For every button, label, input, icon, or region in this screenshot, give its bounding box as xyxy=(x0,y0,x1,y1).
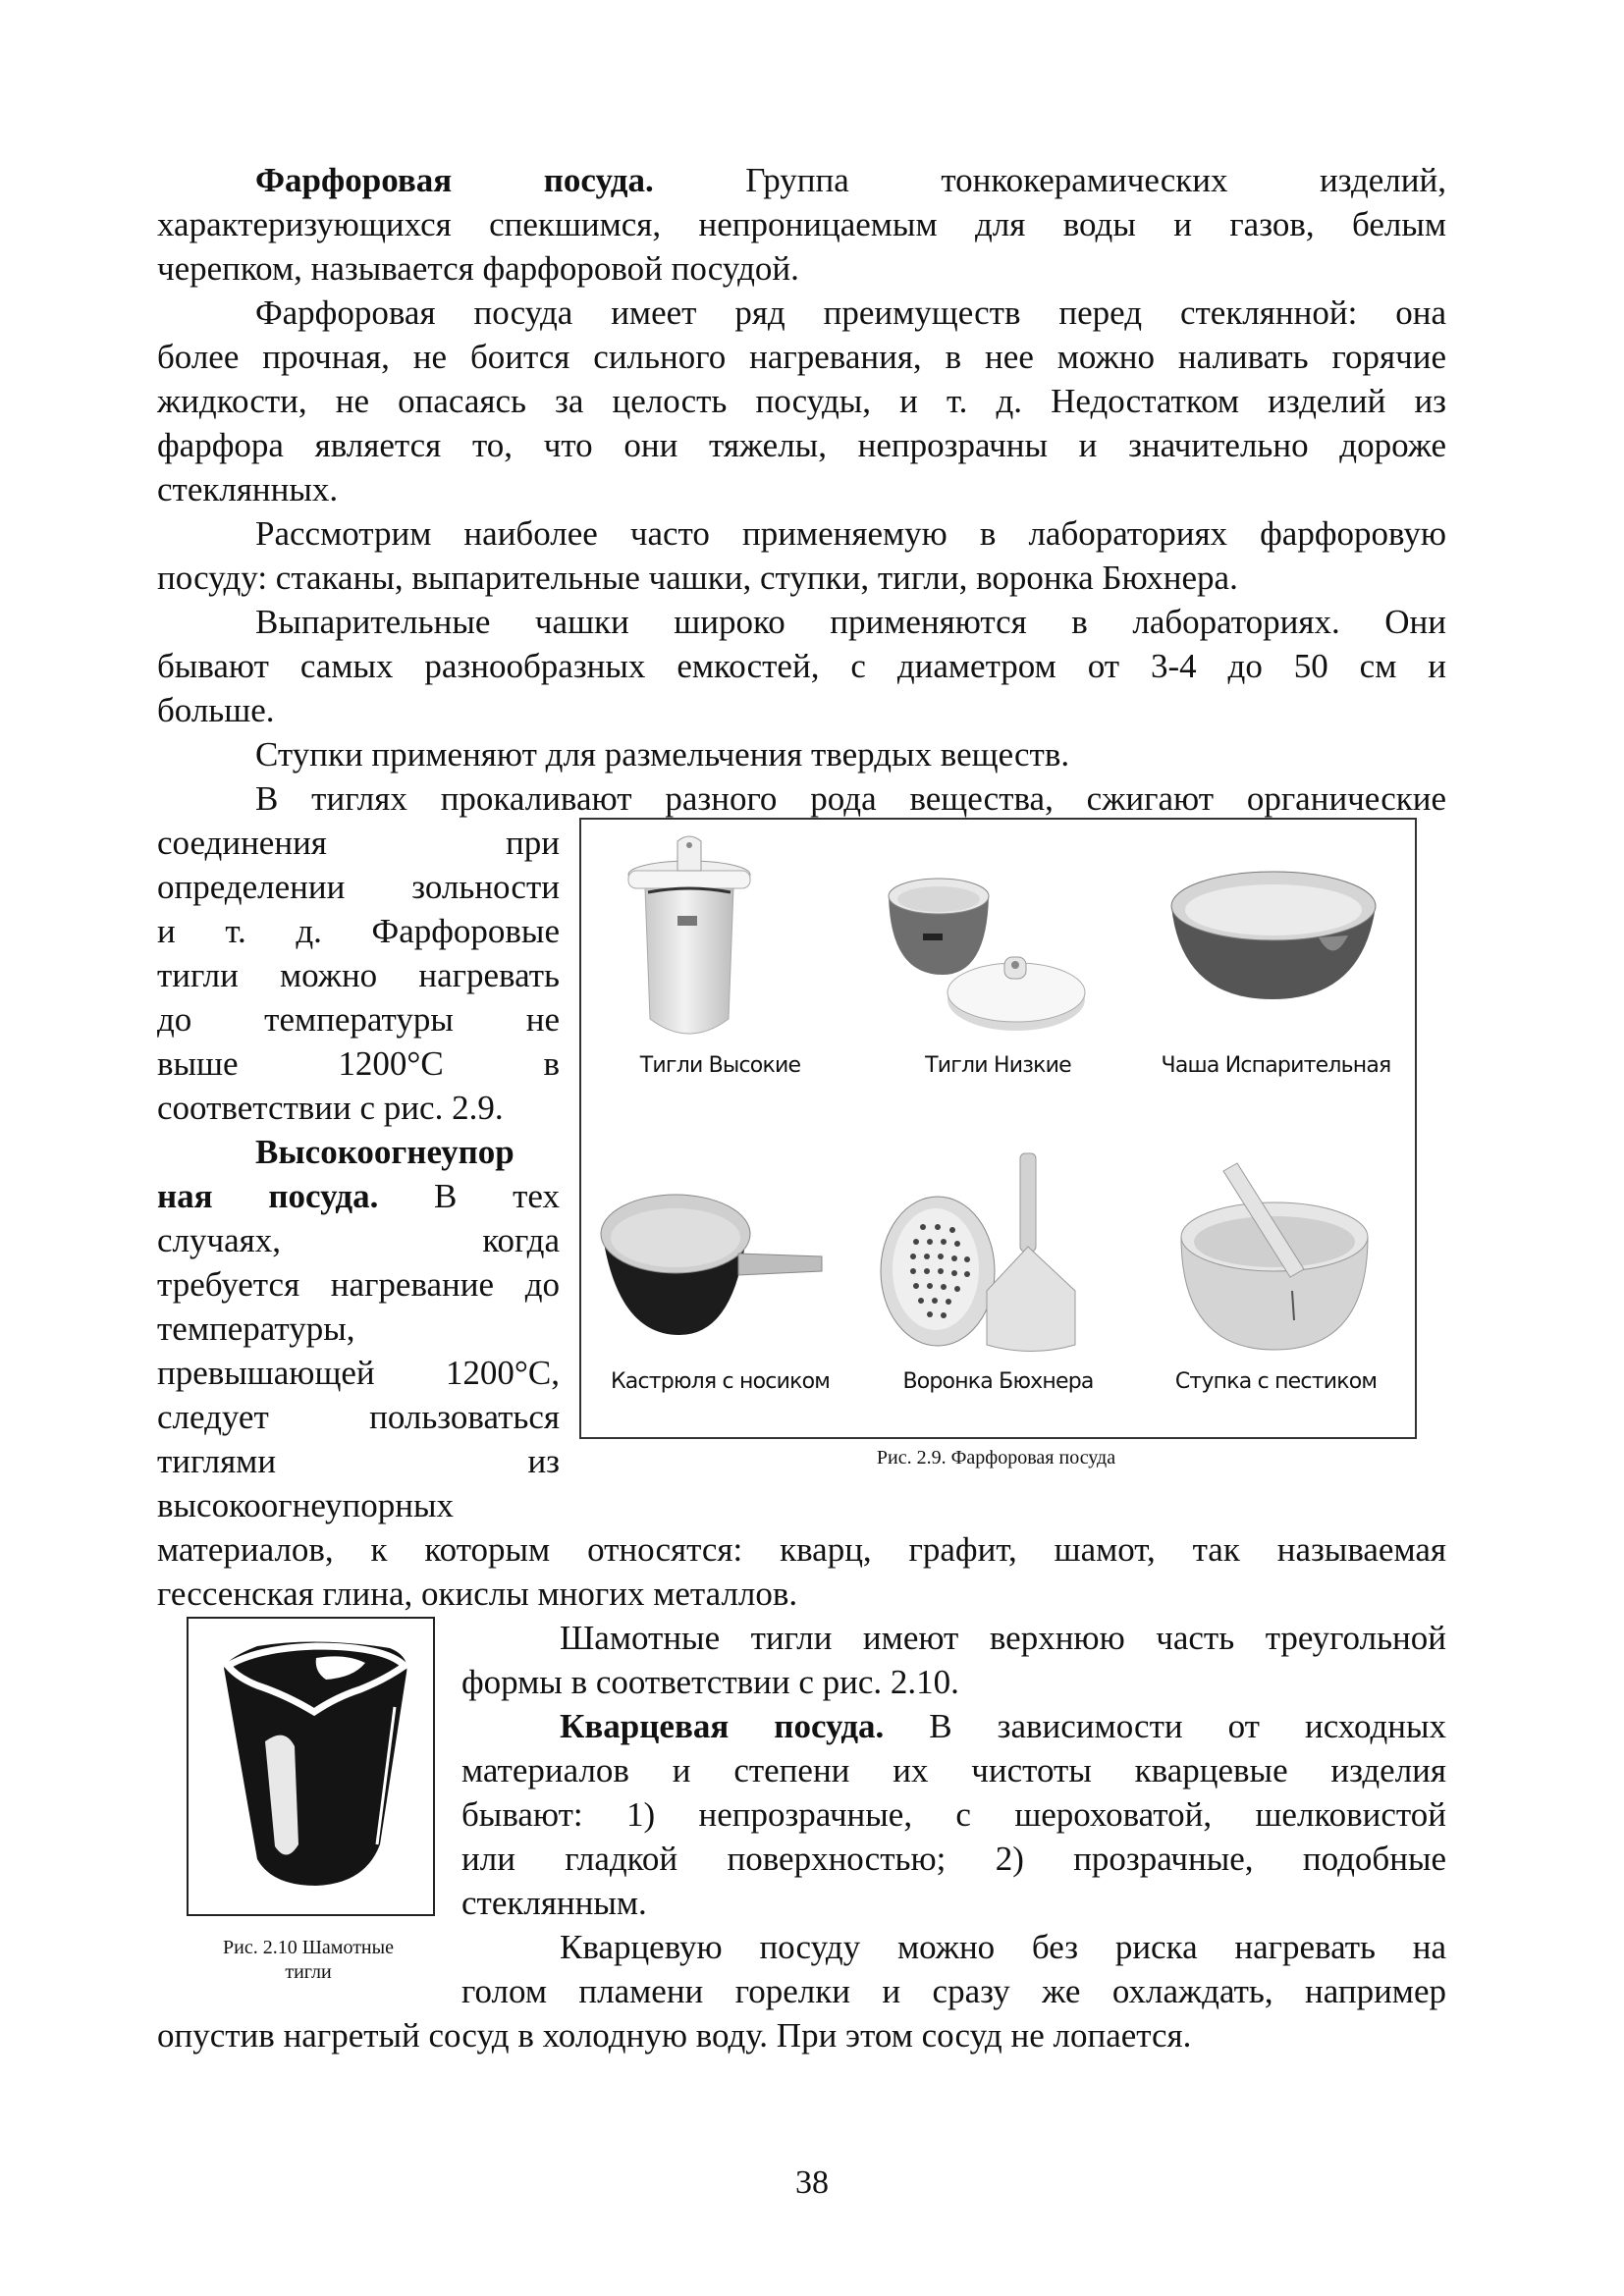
text-line: Фарфоровая посуда. Группа тонкокерамических изделий, xyxy=(255,161,1446,199)
figure-label: Воронка Бюхнера xyxy=(902,1369,1094,1394)
figure-item-casserole-with-spout xyxy=(581,1136,859,1430)
text-line: Выпарительные чашки широко применяются в лабораториях. Они xyxy=(255,603,1446,641)
text-line: гессенская глина, окислы многих металлов. xyxy=(157,1575,798,1613)
figure-item-low-crucible xyxy=(859,820,1137,1114)
text-line: Рассмотрим наиболее часто применяемую в лабораториях фарфоровую xyxy=(255,514,1446,553)
text-line: или гладкой поверхностью; 2) прозрачные, подобные xyxy=(461,1840,1446,1878)
figure-item-mortar-and-pestle xyxy=(1137,1136,1415,1430)
text-line: требуется нагревание до xyxy=(157,1265,560,1304)
text-line: ная посуда. В тех xyxy=(157,1177,560,1215)
text-line: черепком, называется фарфоровой посудой. xyxy=(157,249,799,288)
text-line: Кварцевую посуду можно без риска нагревать на xyxy=(560,1928,1446,1966)
text-line: Ступки применяют для размельчения твердых веществ. xyxy=(255,735,1070,774)
text-line: тигли можно нагревать xyxy=(157,956,560,994)
text-line: более прочная, не боится сильного нагревания, в нее можно наливать горячие xyxy=(157,338,1446,376)
text-line: и т. д. Фарфоровые xyxy=(157,912,560,950)
text-line: бывают: 1) непрозрачные, с шероховатой, шелковистой xyxy=(461,1795,1446,1834)
figure-chamotte-crucible xyxy=(187,1617,435,1916)
text-line: случаях, когда xyxy=(157,1221,560,1259)
section-heading-porcelain: Фарфоровая посуда. xyxy=(255,161,654,199)
figure-item-tall-crucible xyxy=(581,820,859,1114)
text-line: материалов, к которым относятся: кварц, графит, шамот, так называемая xyxy=(157,1530,1446,1569)
low-crucible-icon xyxy=(869,828,1127,1043)
text-line: больше. xyxy=(157,691,275,729)
text-line: температуры, xyxy=(157,1309,355,1348)
text-line: Фарфоровая посуда имеет ряд преимуществ перед стеклянной: она xyxy=(255,294,1446,332)
text-line: бывают самых разнообразных емкостей, с диаметром от 3-4 до 50 см и xyxy=(157,647,1446,685)
text-line: В тиглях прокаливают разного рода вещества, сжигают органические xyxy=(255,779,1446,818)
chamotte-crucible-icon xyxy=(189,1619,433,1914)
text-line: голом пламени горелки и сразу же охлаждать, например xyxy=(461,1972,1446,2010)
casserole-with-spout-icon xyxy=(591,1144,849,1360)
figure-item-evaporating-dish xyxy=(1137,820,1415,1114)
evaporating-dish-icon xyxy=(1147,828,1405,1043)
figure-porcelain-ware xyxy=(579,818,1417,1439)
tall-crucible-icon xyxy=(591,828,849,1043)
figure-caption: Рис. 2.10 Шамотные тигли xyxy=(223,1937,394,1983)
text-line xyxy=(157,1130,560,1174)
text-line: посуду: стаканы, выпарительные чашки, ступки, тигли, воронка Бюхнера. xyxy=(157,559,1238,597)
text-line: определении зольности xyxy=(157,868,560,906)
section-heading-quartz: Кварцевая посуда. xyxy=(560,1707,885,1745)
section-heading-refractory: Высокоогнеупор xyxy=(255,1133,514,1171)
text-line: превышающей 1200°С, xyxy=(157,1354,560,1392)
text-line: опустив нагретый сосуд в холодную воду. При этом сосуд не лопается. xyxy=(157,2016,1192,2055)
mortar-and-pestle-icon xyxy=(1147,1144,1405,1360)
text-line: формы в соответствии с рис. 2.10. xyxy=(461,1663,959,1701)
text-line: соответствии с рис. 2.9. xyxy=(157,1089,504,1127)
text-line: жидкости, не опасаясь за целость посуды, и т. д. Недостатком изделий из xyxy=(157,382,1446,420)
figure-label: Тигли Низкие xyxy=(925,1053,1071,1078)
buchner-funnel-icon xyxy=(869,1144,1127,1360)
figure-label: Тигли Высокие xyxy=(639,1053,801,1078)
text-line: соединения при xyxy=(157,824,560,862)
text-line: стеклянным. xyxy=(461,1884,647,1922)
text-line: характеризующихся спекшимся, непроницаемым для воды и газов, белым xyxy=(157,205,1446,243)
text-line: высокоогнеупорных xyxy=(157,1486,455,1524)
text-line: стеклянных. xyxy=(157,470,339,508)
figure-label: Чаша Испарительная xyxy=(1161,1053,1391,1078)
figure-caption: Рис. 2.9. Фарфоровая посуда xyxy=(876,1447,1116,1468)
text-line: до температуры не xyxy=(157,1000,560,1039)
figure-label: Кастрюля с носиком xyxy=(610,1369,831,1394)
text-line: материалов и степени их чистоты кварцевые изделия xyxy=(461,1751,1446,1789)
figure-label: Ступка с пестиком xyxy=(1174,1369,1378,1394)
text-line: тиглями из xyxy=(157,1442,560,1480)
text-line: Шамотные тигли имеют верхнюю часть треугольной xyxy=(560,1619,1446,1657)
text-line: выше 1200°С в xyxy=(157,1044,560,1083)
figure-item-buchner-funnel xyxy=(859,1136,1137,1430)
page-number: 38 xyxy=(795,2164,829,2201)
text-line: фарфора является то, что они тяжелы, непрозрачны и значительно дороже xyxy=(157,426,1446,464)
text-line: следует пользоваться xyxy=(157,1398,560,1436)
text-line: Кварцевая посуда. В зависимости от исходных xyxy=(560,1707,1446,1745)
